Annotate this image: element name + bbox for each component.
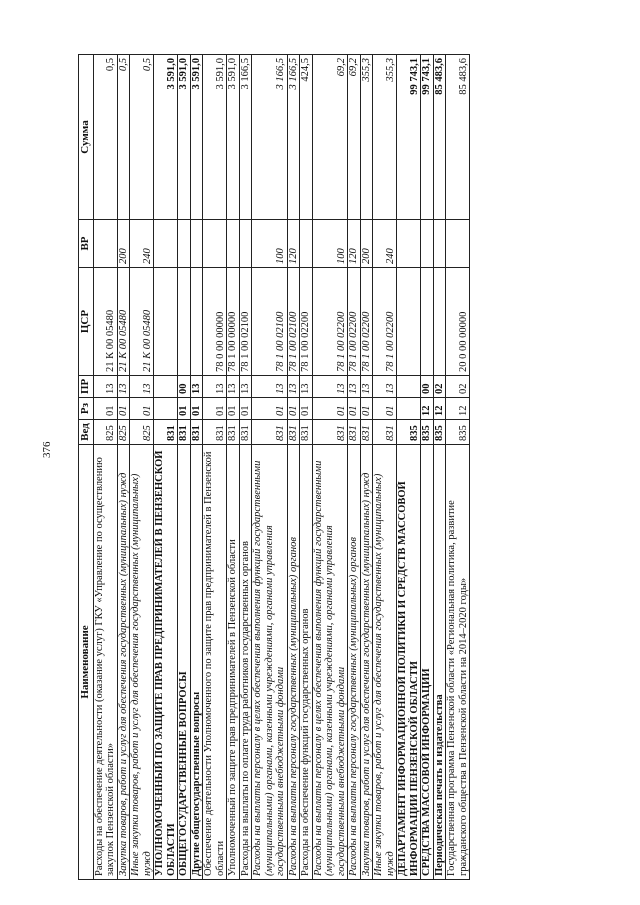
cell-name: ОБЩЕГОСУДАРСТВЕННЫЕ ВОПРОСЫ <box>178 445 191 880</box>
cell-csr: 78 1 00 02100 <box>239 268 252 376</box>
cell-name: Расходы на выплаты персоналу государственных (муниципальных) органов <box>287 445 300 880</box>
cell-rz: 01 <box>93 398 117 420</box>
cell-vr: 100 <box>252 220 288 268</box>
header-name: Наименование <box>79 445 94 880</box>
cell-csr: 20 0 00 00000 <box>446 268 470 376</box>
cell-ved: 831 <box>227 420 240 445</box>
cell-csr <box>397 268 421 376</box>
cell-rz: 01 <box>117 398 130 420</box>
cell-sum: 0,5 <box>117 55 130 220</box>
cell-name: Иные закупки товаров, работ и услуг для обеспечения государственных (муниципальных) нужд <box>373 445 397 880</box>
cell-pr: 13 <box>239 376 252 398</box>
cell-ved: 831 <box>252 420 288 445</box>
cell-sum: 424,5 <box>300 55 313 220</box>
cell-csr: 78 1 00 02200 <box>348 268 361 376</box>
cell-rz <box>154 398 178 420</box>
table-row <box>397 55 421 880</box>
cell-vr: 100 <box>312 220 348 268</box>
cell-name: СРЕДСТВА МАССОВОЙ ИНФОРМАЦИИ <box>421 445 434 880</box>
cell-ved: 825 <box>130 420 154 445</box>
cell-csr: 21 К 00 05480 <box>130 268 154 376</box>
cell-pr: 13 <box>287 376 300 398</box>
cell-rz: 01 <box>348 398 361 420</box>
table-row <box>312 55 348 880</box>
table-row <box>360 55 373 880</box>
page-number: 376 <box>41 441 53 458</box>
cell-pr <box>397 376 421 398</box>
cell-ved: 831 <box>373 420 397 445</box>
cell-vr <box>433 220 446 268</box>
table-row <box>300 55 313 880</box>
cell-vr: 200 <box>360 220 373 268</box>
cell-sum: 99 743,1 <box>421 55 434 220</box>
table-row <box>178 55 191 880</box>
cell-csr <box>433 268 446 376</box>
cell-vr <box>421 220 434 268</box>
cell-pr: 02 <box>446 376 470 398</box>
cell-name: Расходы на обеспечение функций государственных органов <box>300 445 313 880</box>
cell-rz: 01 <box>239 398 252 420</box>
cell-csr: 78 1 00 02100 <box>287 268 300 376</box>
cell-csr: 78 1 00 00000 <box>227 268 240 376</box>
header-vr: ВР <box>79 220 94 268</box>
cell-name: Закупка товаров, работ и услуг для обеспечения государственных (муниципальных) нужд <box>360 445 373 880</box>
cell-pr: 13 <box>117 376 130 398</box>
table-row <box>227 55 240 880</box>
cell-ved: 831 <box>203 420 227 445</box>
cell-pr: 13 <box>312 376 348 398</box>
cell-sum: 3 166,5 <box>239 55 252 220</box>
header-csr: ЦСР <box>79 268 94 376</box>
cell-csr <box>178 268 191 376</box>
cell-sum: 355,3 <box>360 55 373 220</box>
cell-ved: 831 <box>360 420 373 445</box>
cell-vr <box>227 220 240 268</box>
cell-sum: 3 591,0 <box>203 55 227 220</box>
cell-pr: 13 <box>130 376 154 398</box>
cell-csr <box>421 268 434 376</box>
cell-ved: 831 <box>287 420 300 445</box>
cell-ved: 831 <box>239 420 252 445</box>
cell-sum: 3 166,5 <box>287 55 300 220</box>
cell-name: Расходы на выплаты персоналу в целях обеспечения выполнения функций государственными (муниципальными) органами, казенными учреждениями, органами управления государственными внебюджетными фондами <box>312 445 348 880</box>
cell-vr <box>203 220 227 268</box>
cell-vr: 200 <box>117 220 130 268</box>
cell-name: Расходы на выплаты персоналу государственных (муниципальных) органов <box>348 445 361 880</box>
cell-vr <box>178 220 191 268</box>
cell-ved: 835 <box>433 420 446 445</box>
header-ved: Вед <box>79 420 94 445</box>
header-sum: Сумма <box>79 55 94 220</box>
cell-rz: 01 <box>190 398 203 420</box>
cell-vr <box>239 220 252 268</box>
cell-pr: 13 <box>300 376 313 398</box>
cell-ved: 825 <box>93 420 117 445</box>
cell-pr <box>154 376 178 398</box>
cell-pr: 00 <box>421 376 434 398</box>
cell-sum: 85 483,6 <box>446 55 470 220</box>
cell-rz: 12 <box>433 398 446 420</box>
cell-vr: 240 <box>373 220 397 268</box>
cell-csr: 78 1 00 02100 <box>252 268 288 376</box>
cell-name: Расходы на выплаты по оплате труда работников государственных органов <box>239 445 252 880</box>
cell-vr: 120 <box>287 220 300 268</box>
cell-ved: 835 <box>397 420 421 445</box>
cell-rz: 01 <box>203 398 227 420</box>
cell-ved: 835 <box>421 420 434 445</box>
cell-rz: 01 <box>300 398 313 420</box>
cell-sum: 69,2 <box>348 55 361 220</box>
cell-name: Расходы на обеспечение деятельности (оказание услуг) ГКУ «Управление по осуществлению закупок Пензенской области» <box>93 445 117 880</box>
cell-sum: 3 591,0 <box>190 55 203 220</box>
cell-ved: 831 <box>312 420 348 445</box>
cell-ved: 831 <box>190 420 203 445</box>
cell-pr: 13 <box>227 376 240 398</box>
header-pr: ПР <box>79 376 94 398</box>
header-rz: Рз <box>79 398 94 420</box>
cell-rz: 01 <box>312 398 348 420</box>
cell-ved: 831 <box>154 420 178 445</box>
cell-name: Государственная программа Пензенской области «Региональная политика, развитие гражданского общества в Пензенской области на 2014–2020 годы» <box>446 445 470 880</box>
cell-name: Закупка товаров, работ и услуг для обеспечения государственных (муниципальных) нужд <box>117 445 130 880</box>
table-row <box>239 55 252 880</box>
cell-rz: 01 <box>178 398 191 420</box>
cell-pr: 13 <box>252 376 288 398</box>
cell-name: УПОЛНОМОЧЕННЫЙ ПО ЗАЩИТЕ ПРАВ ПРЕДПРИНИМАТЕЛЕЙ В ПЕНЗЕНСКОЙ ОБЛАСТИ <box>154 445 178 880</box>
cell-csr <box>154 268 178 376</box>
cell-csr <box>190 268 203 376</box>
table-row <box>154 55 178 880</box>
cell-rz <box>397 398 421 420</box>
cell-ved: 831 <box>178 420 191 445</box>
table-row <box>130 55 154 880</box>
cell-sum: 355,3 <box>373 55 397 220</box>
cell-sum: 3 591,0 <box>227 55 240 220</box>
cell-csr: 21 К 00 05480 <box>117 268 130 376</box>
cell-sum: 0,5 <box>130 55 154 220</box>
cell-vr <box>154 220 178 268</box>
cell-pr: 13 <box>203 376 227 398</box>
cell-name: Обеспечение деятельности Уполномоченного по защите прав предпринимателей в Пензенской области <box>203 445 227 880</box>
cell-pr: 02 <box>433 376 446 398</box>
cell-pr: 13 <box>348 376 361 398</box>
cell-rz: 01 <box>227 398 240 420</box>
cell-csr: 78 0 00 00000 <box>203 268 227 376</box>
table-row <box>252 55 288 880</box>
table-row <box>433 55 446 880</box>
cell-csr: 78 1 00 02200 <box>300 268 313 376</box>
cell-csr: 78 1 00 02200 <box>373 268 397 376</box>
cell-pr: 00 <box>178 376 191 398</box>
cell-name: Уполномоченный по защите прав предпринимателей в Пензенской области <box>227 445 240 880</box>
cell-pr: 13 <box>190 376 203 398</box>
cell-name: Периодическая печать и издательства <box>433 445 446 880</box>
cell-name: Другие общегосударственные вопросы <box>190 445 203 880</box>
budget-table <box>78 54 470 880</box>
cell-name: Расходы на выплаты персоналу в целях обеспечения выполнения функций государственными (муниципальными) органами, казенными учреждениями, органами управления государственными внебюджетными фондами <box>252 445 288 880</box>
cell-ved: 831 <box>348 420 361 445</box>
table-row <box>348 55 361 880</box>
table-row <box>117 55 130 880</box>
table-row <box>203 55 227 880</box>
cell-ved: 825 <box>117 420 130 445</box>
cell-rz: 12 <box>421 398 434 420</box>
cell-sum: 69,2 <box>312 55 348 220</box>
cell-vr: 120 <box>348 220 361 268</box>
cell-csr: 21 К 00 05480 <box>93 268 117 376</box>
cell-vr <box>446 220 470 268</box>
cell-csr: 78 1 00 02200 <box>312 268 348 376</box>
cell-sum: 3 591,0 <box>154 55 178 220</box>
cell-vr <box>93 220 117 268</box>
cell-pr: 13 <box>373 376 397 398</box>
cell-ved: 831 <box>300 420 313 445</box>
cell-pr: 13 <box>360 376 373 398</box>
cell-vr <box>397 220 421 268</box>
table-row <box>373 55 397 880</box>
cell-rz: 12 <box>446 398 470 420</box>
table-row <box>421 55 434 880</box>
cell-pr: 13 <box>93 376 117 398</box>
cell-vr <box>300 220 313 268</box>
cell-rz: 01 <box>252 398 288 420</box>
cell-rz: 01 <box>130 398 154 420</box>
table-row <box>287 55 300 880</box>
cell-sum: 85 483,6 <box>433 55 446 220</box>
cell-name: Иные закупки товаров, работ и услуг для обеспечения государственных (муниципальных) нужд <box>130 445 154 880</box>
table-row <box>190 55 203 880</box>
cell-vr <box>190 220 203 268</box>
cell-rz: 01 <box>373 398 397 420</box>
cell-sum: 3 591,0 <box>178 55 191 220</box>
cell-sum: 3 166,5 <box>252 55 288 220</box>
cell-name: ДЕПАРТАМЕНТ ИНФОРМАЦИОННОЙ ПОЛИТИКИ И СРЕДСТВ МАССОВОЙ ИНФОРМАЦИИ ПЕНЗЕНСКОЙ ОБЛАСТИ <box>397 445 421 880</box>
cell-ved: 835 <box>446 420 470 445</box>
rotated-table-container <box>78 55 618 880</box>
table-row <box>446 55 470 880</box>
cell-vr: 240 <box>130 220 154 268</box>
cell-sum: 0,5 <box>93 55 117 220</box>
cell-rz: 01 <box>287 398 300 420</box>
cell-sum: 99 743,1 <box>397 55 421 220</box>
cell-csr: 78 1 00 02200 <box>360 268 373 376</box>
cell-rz: 01 <box>360 398 373 420</box>
table-header-row <box>79 55 94 880</box>
table-row <box>93 55 117 880</box>
